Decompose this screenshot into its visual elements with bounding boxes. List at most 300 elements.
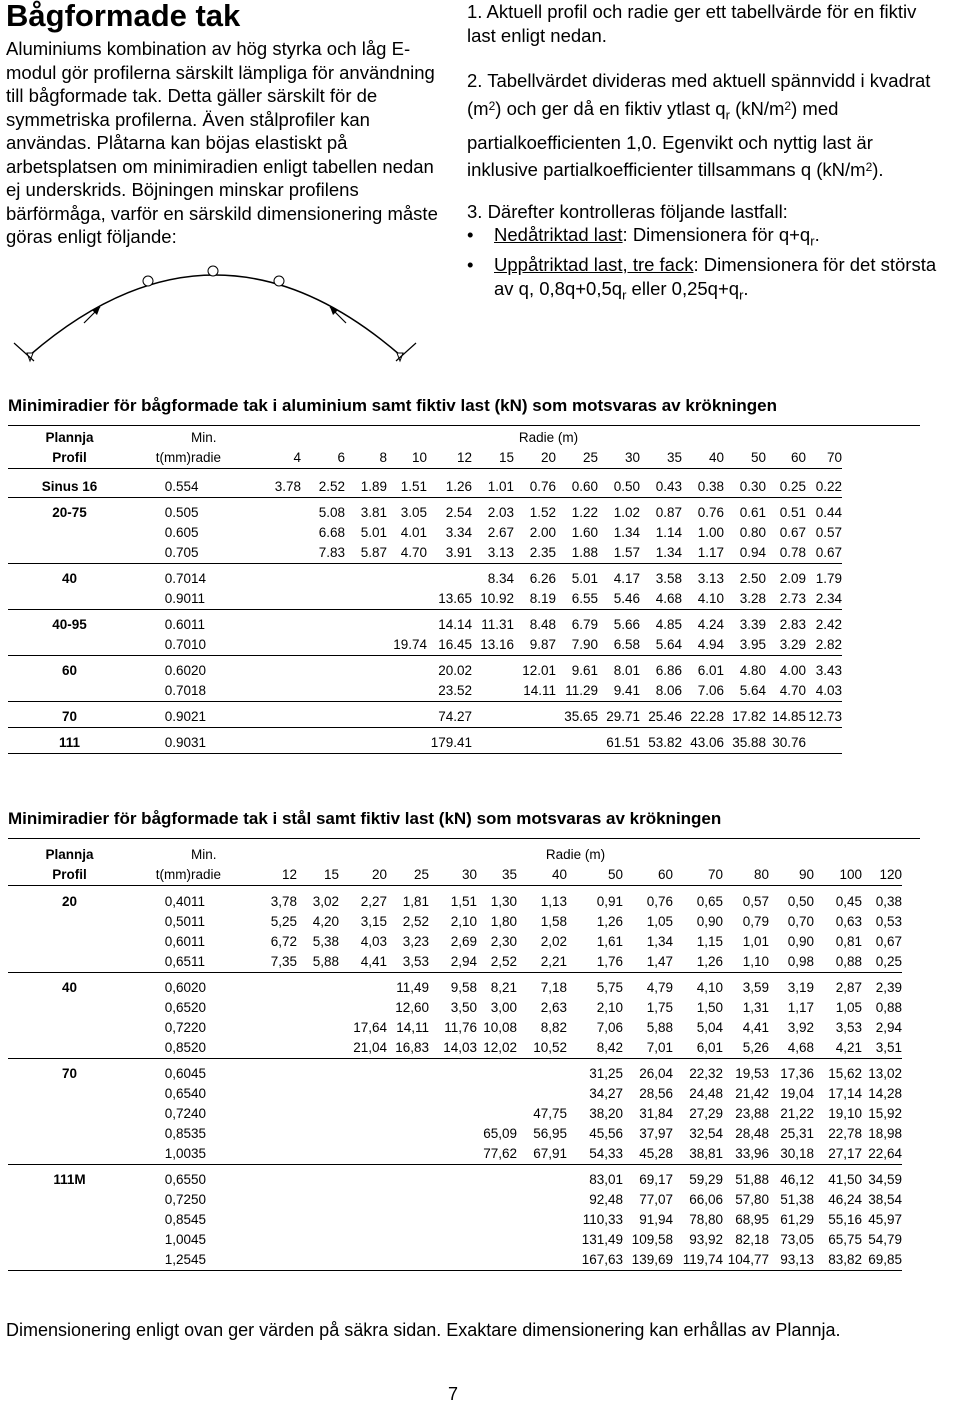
load-value-cell: 4.24 xyxy=(697,617,724,632)
load-value-cell xyxy=(297,1038,339,1059)
load-value-cell: 0.61 xyxy=(739,505,766,520)
load-value-cell: 13,02 xyxy=(868,1066,902,1081)
load-value-cell: 1,75 xyxy=(646,1000,673,1015)
load-value-cell: 15,62 xyxy=(828,1066,862,1081)
load-value-cell: 3.34 xyxy=(445,525,472,540)
load-value-cell xyxy=(301,635,345,656)
load-value-cell xyxy=(556,733,598,754)
load-value-cell: 46,24 xyxy=(828,1192,862,1207)
load-value-cell: 1,80 xyxy=(490,914,517,929)
load-value-cell xyxy=(297,1190,339,1210)
header-cell: radie xyxy=(191,865,249,886)
min-radius-cell: 11 xyxy=(191,894,206,909)
load-value-cell: 0.57 xyxy=(815,525,842,540)
load-value-cell xyxy=(297,1250,339,1271)
bullet-upward-load: • Uppåtriktad last, tre fack: Dimensionera för det största av q, $0,8q+0,5q_r$ eller $0,25q+q_r$. xyxy=(467,254,937,303)
procedure-steps xyxy=(467,0,947,307)
load-value-cell: 9,58 xyxy=(450,980,477,995)
load-value-cell xyxy=(339,1104,387,1124)
load-value-cell xyxy=(249,1104,297,1124)
min-radius-cell: 20 xyxy=(191,980,207,995)
load-value-cell: 131,49 xyxy=(581,1232,623,1247)
header-cell: 30 xyxy=(598,448,640,469)
load-value-cell xyxy=(345,733,387,754)
load-value-cell: 34,59 xyxy=(868,1172,902,1187)
load-value-cell: 31,84 xyxy=(639,1106,673,1121)
load-value-cell: 2,69 xyxy=(450,934,477,949)
load-value-cell: 7,06 xyxy=(596,1020,623,1035)
table-row xyxy=(8,569,842,589)
load-value-cell: 3,19 xyxy=(787,980,814,995)
profile-cell xyxy=(8,1250,131,1271)
load-value-cell xyxy=(429,1104,477,1124)
load-value-cell: 3.91 xyxy=(427,543,472,564)
load-value-cell: 1.00 xyxy=(697,525,724,540)
min-radius-cell: 35 xyxy=(191,1126,207,1141)
load-value-cell: 0,91 xyxy=(596,894,623,909)
load-value-cell: 6,01 xyxy=(673,1038,723,1059)
load-value-cell: 0,65 xyxy=(696,894,723,909)
header-cell: 70 xyxy=(806,448,842,469)
header-cell: 30 xyxy=(429,865,477,886)
load-value-cell: 0.76 xyxy=(697,505,724,520)
load-value-cell xyxy=(345,615,387,635)
load-value-cell: 3,53 xyxy=(387,952,429,973)
profile-cell: Sinus 16 xyxy=(8,477,131,498)
load-value-cell: 1,76 xyxy=(567,952,623,973)
header-cell: 6 xyxy=(301,448,345,469)
load-value-cell xyxy=(387,1124,429,1144)
load-value-cell: 1.34 xyxy=(640,543,682,564)
load-value-cell: 4,41 xyxy=(339,952,387,973)
table-row xyxy=(8,952,902,973)
load-value-cell xyxy=(345,661,387,681)
min-radius-cell: 50 xyxy=(191,1192,207,1207)
load-value-cell: 119,74 xyxy=(673,1250,723,1271)
load-value-cell xyxy=(339,1064,387,1084)
thickness-cell: 0,60 xyxy=(164,980,191,995)
load-value-cell xyxy=(301,615,345,635)
load-value-cell: 5,26 xyxy=(723,1038,769,1059)
load-value-cell: 5,04 xyxy=(696,1020,723,1035)
load-value-cell: 93,13 xyxy=(769,1250,814,1271)
load-value-cell: 2.73 xyxy=(766,589,806,610)
header-cell: 15 xyxy=(472,448,514,469)
load-value-cell: 45,97 xyxy=(868,1212,902,1227)
profile-cell xyxy=(8,932,131,952)
load-circle xyxy=(274,276,284,286)
load-value-cell: 3.29 xyxy=(766,635,806,656)
load-value-cell: 92,48 xyxy=(589,1192,623,1207)
load-value-cell: 12.01 xyxy=(522,663,556,678)
aluminium-table xyxy=(8,428,842,754)
load-value-cell xyxy=(517,1084,567,1104)
header-row xyxy=(8,865,902,886)
table-row xyxy=(8,1144,902,1165)
bullet-downward-load: • Nedåtriktad last: Dimensionera för $q+q_r$. xyxy=(467,224,820,249)
load-value-cell: 8.48 xyxy=(529,617,556,632)
header-cell: 20 xyxy=(339,865,387,886)
header-row xyxy=(8,428,842,448)
min-radius-cell: 5 xyxy=(191,505,199,520)
load-value-cell: 3.78 xyxy=(255,477,301,498)
load-value-cell xyxy=(387,589,427,610)
load-value-cell: 139,69 xyxy=(623,1250,673,1271)
aluminium-table-title: Minimiradier för bågformade tak i aluminium samt fiktiv last (kN) som motsvaras av krökningen xyxy=(8,396,777,415)
table-row xyxy=(8,523,842,543)
load-value-cell: 54,33 xyxy=(567,1144,623,1165)
load-value-cell: 8.19 xyxy=(514,589,556,610)
load-value-cell: 41,50 xyxy=(828,1172,862,1187)
load-value-cell: 14,11 xyxy=(396,1020,429,1035)
load-value-cell: 5,88 xyxy=(297,952,339,973)
thickness-cell: 0,65 xyxy=(164,1172,191,1187)
header-cell: 35 xyxy=(477,865,517,886)
load-value-cell: 2.03 xyxy=(487,505,514,520)
thickness-cell: 0.55 xyxy=(131,477,191,498)
load-value-cell: 0,70 xyxy=(787,914,814,929)
load-value-cell xyxy=(339,1210,387,1230)
min-radius-cell: 11 xyxy=(191,952,249,973)
load-value-cell: 26,04 xyxy=(639,1066,673,1081)
load-value-cell: 11.31 xyxy=(481,617,514,632)
load-value-cell: 1.17 xyxy=(682,543,724,564)
load-value-cell: 1.01 xyxy=(472,477,514,498)
load-value-cell: 0.51 xyxy=(779,505,806,520)
load-value-cell: 10.92 xyxy=(472,589,514,610)
load-value-cell: 1,26 xyxy=(596,914,623,929)
min-radius-cell: 31 xyxy=(191,733,255,754)
load-value-cell: 1.88 xyxy=(556,543,598,564)
load-value-cell: 4,68 xyxy=(769,1038,814,1059)
load-value-cell: 83,82 xyxy=(814,1250,862,1271)
load-value-cell: 1.51 xyxy=(387,477,427,498)
load-value-cell: 2,30 xyxy=(490,934,517,949)
load-value-cell: 2,94 xyxy=(875,1020,902,1035)
table-row xyxy=(8,932,902,952)
load-value-cell: 53.82 xyxy=(640,733,682,754)
load-value-cell: 2.82 xyxy=(806,635,842,656)
load-value-cell: 11.29 xyxy=(556,681,598,702)
load-value-cell xyxy=(301,733,345,754)
load-value-cell xyxy=(477,1064,517,1084)
table-row xyxy=(8,998,902,1018)
load-value-cell: 5,75 xyxy=(596,980,623,995)
load-value-cell: 0.76 xyxy=(514,477,556,498)
load-value-cell: 6.26 xyxy=(529,571,556,586)
load-value-cell: 0,79 xyxy=(742,914,769,929)
load-value-cell xyxy=(345,589,387,610)
step-3: 3. Därefter kontrolleras följande lastfall: xyxy=(467,200,788,222)
load-value-cell: 1,34 xyxy=(646,934,673,949)
profile-cell xyxy=(8,635,131,656)
profile-cell xyxy=(8,998,131,1018)
table-row xyxy=(8,978,902,998)
load-value-cell: 167,63 xyxy=(567,1250,623,1271)
load-value-cell: 10,52 xyxy=(517,1038,567,1059)
footer-note: Dimensionering enligt ovan ger värden på säkra sidan. Exaktare dimensionering kan erhållas av Plannja. xyxy=(6,1320,841,1340)
load-value-cell: 3.13 xyxy=(697,571,724,586)
load-value-cell xyxy=(339,1230,387,1250)
load-value-cell: 47,75 xyxy=(533,1106,567,1121)
load-value-cell xyxy=(249,1018,297,1038)
load-value-cell: 30.76 xyxy=(766,733,806,754)
load-value-cell: 1.26 xyxy=(427,477,472,498)
thickness-cell: 0.70 xyxy=(131,681,191,702)
load-value-cell: 59,29 xyxy=(689,1172,723,1187)
load-value-cell: 0.60 xyxy=(556,477,598,498)
profile-cell xyxy=(8,1144,131,1165)
thickness-cell: 0.90 xyxy=(131,707,191,728)
load-value-cell: 3.58 xyxy=(655,571,682,586)
profile-cell xyxy=(8,1084,131,1104)
load-value-cell: 21,22 xyxy=(780,1106,814,1121)
table-row xyxy=(8,589,842,610)
load-value-cell xyxy=(339,1084,387,1104)
load-value-cell: 0.38 xyxy=(682,477,724,498)
profile-cell: 40 xyxy=(61,980,78,995)
load-value-cell: 6.01 xyxy=(697,663,724,678)
load-value-cell xyxy=(255,635,301,656)
load-value-cell: 0,98 xyxy=(769,952,814,973)
load-value-cell: 179.41 xyxy=(427,733,472,754)
table-row xyxy=(8,1104,902,1124)
load-value-cell: 7.06 xyxy=(682,681,724,702)
load-value-cell xyxy=(517,1190,567,1210)
min-radius-cell: 11 xyxy=(191,934,206,949)
table-row xyxy=(8,661,842,681)
load-value-cell: 28,48 xyxy=(735,1126,769,1141)
load-value-cell: 38,20 xyxy=(589,1106,623,1121)
load-value-cell: 1,50 xyxy=(696,1000,723,1015)
load-value-cell: 1,31 xyxy=(742,1000,769,1015)
load-value-cell: 23.52 xyxy=(427,681,472,702)
table-row xyxy=(8,681,842,702)
load-value-cell: 7,35 xyxy=(249,952,297,973)
load-value-cell: 0,88 xyxy=(814,952,862,973)
load-value-cell: 1.57 xyxy=(598,543,640,564)
load-value-cell xyxy=(429,1144,477,1165)
load-value-cell: 4.94 xyxy=(682,635,724,656)
load-value-cell xyxy=(387,1190,429,1210)
table-row xyxy=(8,477,842,498)
load-value-cell: 3,50 xyxy=(450,1000,477,1015)
load-value-cell: 14,28 xyxy=(868,1086,902,1101)
load-value-cell: 4,41 xyxy=(742,1020,769,1035)
load-value-cell xyxy=(301,707,345,728)
load-value-cell: 11,49 xyxy=(396,980,429,995)
load-value-cell xyxy=(387,707,427,728)
load-value-cell: 57,80 xyxy=(735,1192,769,1207)
load-value-cell: 55,16 xyxy=(828,1212,862,1227)
table-row xyxy=(8,912,902,932)
load-value-cell: 2,27 xyxy=(360,894,387,909)
load-value-cell xyxy=(297,1018,339,1038)
load-value-cell xyxy=(297,1064,339,1084)
header-cell: 25 xyxy=(387,865,429,886)
load-value-cell xyxy=(255,523,301,543)
min-radius-cell: 20 xyxy=(191,1000,207,1015)
load-value-cell: 5,25 xyxy=(270,914,297,929)
table-row xyxy=(8,733,842,754)
load-value-cell xyxy=(514,733,556,754)
table-row xyxy=(8,1230,902,1250)
load-value-cell xyxy=(517,1210,567,1230)
load-value-cell: 0.67 xyxy=(806,543,842,564)
table-row xyxy=(8,1170,902,1190)
load-value-cell: 2.54 xyxy=(445,505,472,520)
profile-cell xyxy=(8,1104,131,1124)
table-row xyxy=(8,615,842,635)
load-value-cell: 27,17 xyxy=(814,1144,862,1165)
load-value-cell: 25,31 xyxy=(780,1126,814,1141)
load-value-cell xyxy=(514,707,556,728)
profile-cell xyxy=(8,952,131,973)
load-value-cell: 61.51 xyxy=(598,733,640,754)
load-value-cell xyxy=(429,1210,477,1230)
load-value-cell xyxy=(387,1084,429,1104)
load-value-cell xyxy=(249,1170,297,1190)
load-value-cell xyxy=(249,1250,297,1271)
load-value-cell: 0,25 xyxy=(862,952,902,973)
load-value-cell: 69,85 xyxy=(862,1250,902,1271)
load-value-cell: 20.02 xyxy=(438,663,472,678)
thickness-cell: 0.70 xyxy=(131,543,191,564)
load-value-cell: 16,83 xyxy=(387,1038,429,1059)
load-value-cell: 19.74 xyxy=(387,635,427,656)
min-radius-cell: 11 xyxy=(191,589,255,610)
load-value-cell: 1,05 xyxy=(646,914,673,929)
load-value-cell: 0,57 xyxy=(742,894,769,909)
header-cell: 20 xyxy=(514,448,556,469)
thickness-cell: 0,72 xyxy=(164,1020,191,1035)
load-value-cell xyxy=(297,978,339,998)
load-value-cell: 22,32 xyxy=(689,1066,723,1081)
header-cell: 90 xyxy=(769,865,814,886)
thickness-cell: 0.60 xyxy=(164,663,191,678)
load-value-cell: 2.00 xyxy=(529,525,556,540)
load-value-cell: 4.80 xyxy=(739,663,766,678)
load-value-cell xyxy=(387,681,427,702)
load-value-cell: 0,45 xyxy=(835,894,862,909)
load-value-cell xyxy=(345,707,387,728)
load-value-cell: 14.85 xyxy=(766,707,806,728)
load-value-cell: 1.14 xyxy=(655,525,682,540)
load-value-cell xyxy=(249,1210,297,1230)
load-value-cell: 37,97 xyxy=(639,1126,673,1141)
load-value-cell: 3.81 xyxy=(360,505,387,520)
header-cell xyxy=(131,845,191,865)
header-cell: Min. xyxy=(191,847,217,862)
load-value-cell: 6.58 xyxy=(598,635,640,656)
header-cell: 100 xyxy=(814,865,862,886)
load-value-cell: 2.83 xyxy=(779,617,806,632)
min-radius-cell: 45 xyxy=(191,1232,207,1247)
load-value-cell: 1,10 xyxy=(723,952,769,973)
thickness-cell: 0.70 xyxy=(131,635,191,656)
load-value-cell: 7.90 xyxy=(556,635,598,656)
load-value-cell: 2,52 xyxy=(477,952,517,973)
profile-cell xyxy=(8,1190,131,1210)
load-value-cell: 4.70 xyxy=(766,681,806,702)
header-cell: 25 xyxy=(556,448,598,469)
load-value-cell: 2.50 xyxy=(739,571,766,586)
load-value-cell: 3.95 xyxy=(724,635,766,656)
header-cell: 60 xyxy=(623,865,673,886)
table-row xyxy=(8,1250,902,1271)
load-value-cell: 16.45 xyxy=(427,635,472,656)
thickness-cell: 0,65 xyxy=(164,1086,191,1101)
load-value-cell: 19,53 xyxy=(735,1066,769,1081)
load-value-cell: 1.89 xyxy=(345,477,387,498)
load-value-cell: 5,88 xyxy=(646,1020,673,1035)
load-value-cell: 3,00 xyxy=(490,1000,517,1015)
profile-cell: 111 xyxy=(8,733,131,754)
min-radius-cell: 11 xyxy=(191,914,206,929)
header-cell: Profil xyxy=(8,448,131,469)
min-radius-cell: 18 xyxy=(191,681,255,702)
intro-paragraph: Aluminiums kombination av hög styrka och låg E-modul gör profilerna särskilt lämpliga för användning till bågformade tak. Detta gäller särskilt för de symmetriska profilerna. Även stålprofiler kan användas. Plåtarna kan böjas elastiskt på arbetsplatsen om minimiradien enligt tabellen nedan ej underskrids. Böjningen minskar profilens bärförmåga, varför en särskild dimensionering måste göras enligt följande: xyxy=(6,38,438,247)
header-row xyxy=(8,448,842,469)
thickness-cell: 0,72 xyxy=(164,1106,191,1121)
load-value-cell: 3.39 xyxy=(739,617,766,632)
header-cell: 50 xyxy=(567,865,623,886)
load-value-cell: 0.87 xyxy=(655,505,682,520)
load-value-cell xyxy=(297,1084,339,1104)
load-value-cell xyxy=(429,1170,477,1190)
thickness-cell: 1,00 xyxy=(131,1144,191,1165)
load-value-cell: 1,05 xyxy=(835,1000,862,1015)
thickness-cell: 0.90 xyxy=(131,589,191,610)
load-value-cell: 51,88 xyxy=(735,1172,769,1187)
load-value-cell: 8.34 xyxy=(487,571,514,586)
load-value-cell: 35.65 xyxy=(556,707,598,728)
min-radius-cell: 50 xyxy=(191,1172,207,1187)
thickness-cell: 0.90 xyxy=(131,733,191,754)
load-value-cell: 2.34 xyxy=(806,589,842,610)
load-value-cell: 4.68 xyxy=(640,589,682,610)
profile-cell xyxy=(8,543,131,564)
load-circle xyxy=(208,266,218,276)
load-value-cell: 3.13 xyxy=(472,543,514,564)
load-value-cell xyxy=(387,1230,429,1250)
profile-cell xyxy=(8,1038,131,1059)
load-value-cell: 7,18 xyxy=(540,980,567,995)
load-value-cell: 10,08 xyxy=(483,1020,517,1035)
load-value-cell: 3,23 xyxy=(402,934,429,949)
load-value-cell: 3,53 xyxy=(835,1020,862,1035)
load-value-cell xyxy=(477,1190,517,1210)
load-value-cell: 1,81 xyxy=(402,894,429,909)
load-value-cell: 69,17 xyxy=(639,1172,673,1187)
load-value-cell: 24,48 xyxy=(689,1086,723,1101)
load-value-cell: 0,90 xyxy=(696,914,723,929)
load-value-cell: 83,01 xyxy=(589,1172,623,1187)
load-value-cell xyxy=(429,1084,477,1104)
min-radius-cell: 40 xyxy=(191,1086,207,1101)
page-number: 7 xyxy=(448,1384,459,1404)
load-value-cell: 7,01 xyxy=(623,1038,673,1059)
load-value-cell xyxy=(297,1144,339,1165)
load-value-cell: 14,03 xyxy=(429,1038,477,1059)
load-value-cell: 38,54 xyxy=(868,1192,902,1207)
load-value-cell xyxy=(517,1170,567,1190)
header-cell: 4 xyxy=(255,448,301,469)
load-value-cell: 1,58 xyxy=(540,914,567,929)
thickness-cell: 0,85 xyxy=(131,1038,191,1059)
load-value-cell xyxy=(429,1230,477,1250)
table-row xyxy=(8,503,842,523)
